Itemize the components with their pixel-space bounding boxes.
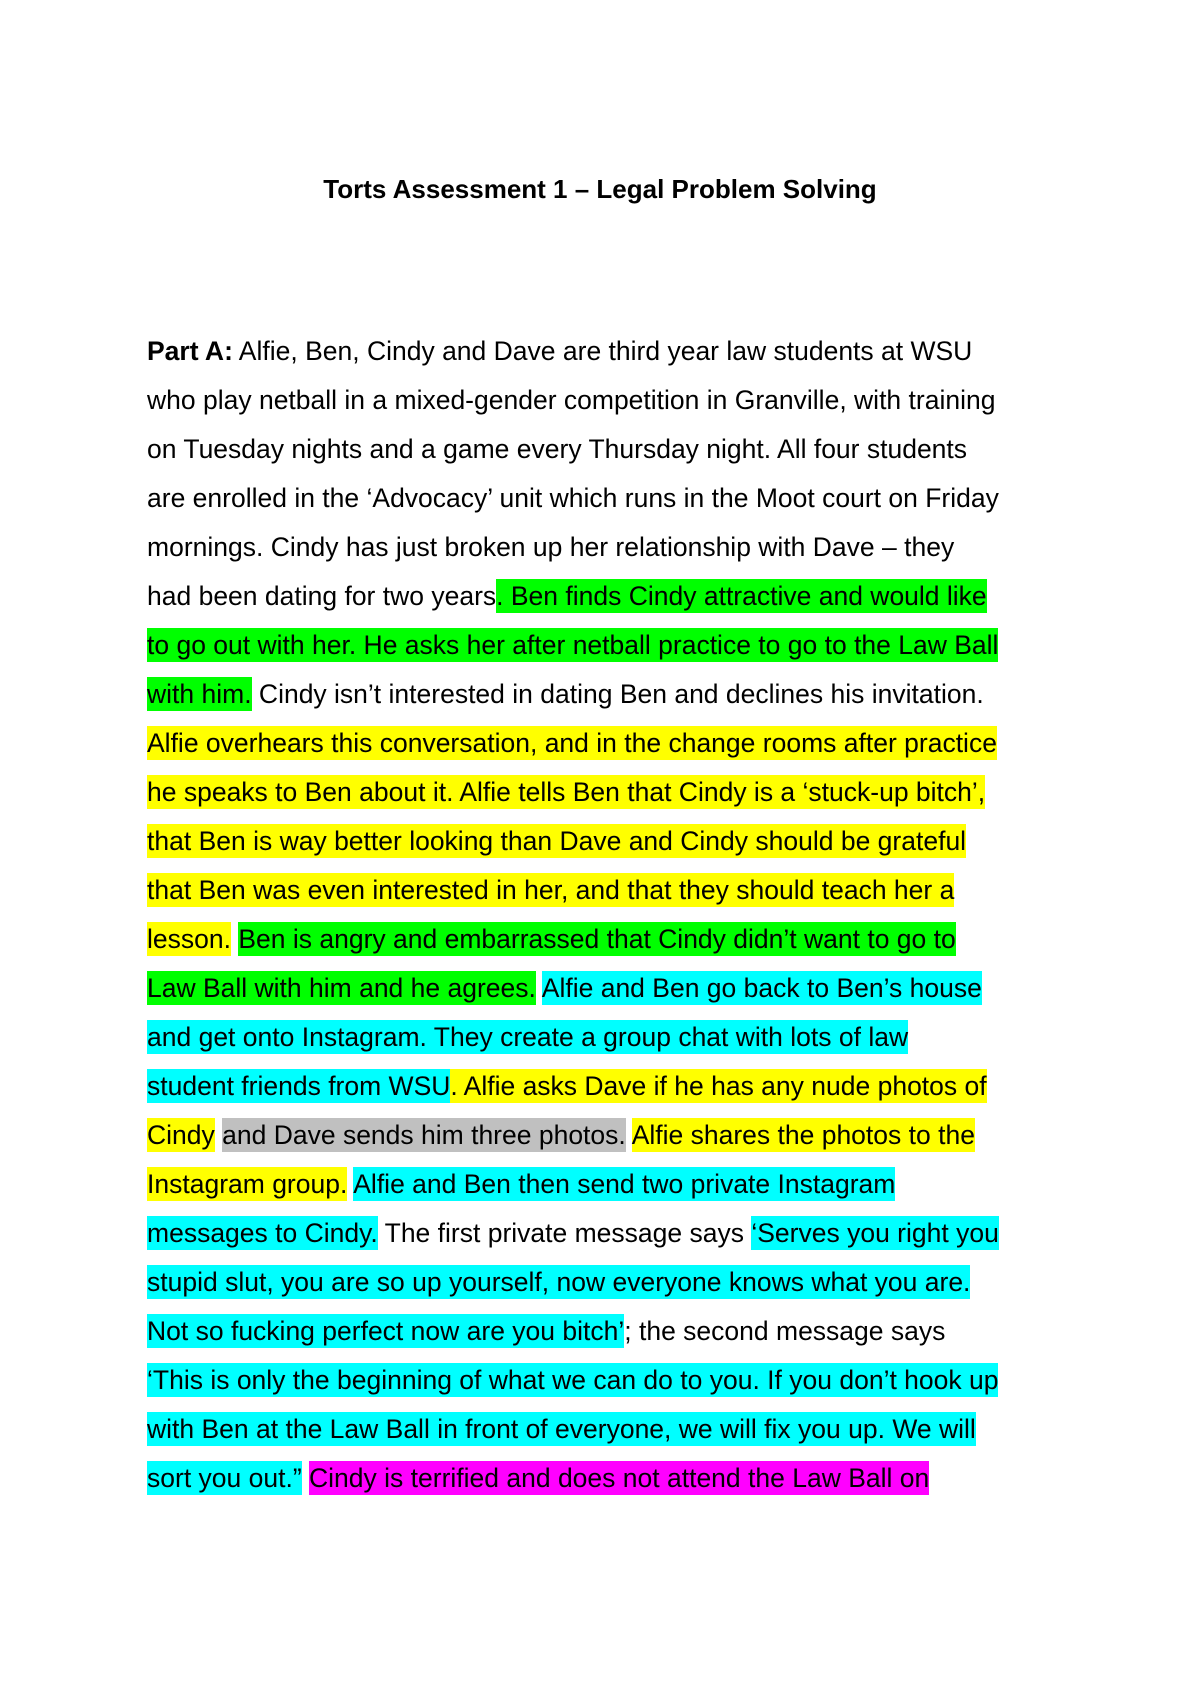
- text-line: [147, 1307, 1087, 1356]
- highlight-cyan: stupid slut, you are so up yourself, now everyone knows what you are.: [147, 1267, 971, 1297]
- text-line: [147, 572, 1087, 621]
- text-line: [147, 621, 1087, 670]
- highlight-cyan: ‘Serves you right you: [751, 1218, 999, 1248]
- text-line: [147, 915, 1087, 964]
- highlight-green: . Ben finds Cindy attractive and would like: [496, 581, 987, 611]
- highlight-yellow: Alfie shares the photos to the: [631, 1120, 975, 1150]
- text-line: [147, 474, 1087, 523]
- document-title: Torts Assessment 1 – Legal Problem Solving: [323, 174, 877, 204]
- text-segment: ; the second message says: [624, 1316, 946, 1346]
- text-segment: The first private message says: [377, 1218, 752, 1248]
- text-line: [147, 670, 1087, 719]
- text-segment: [302, 1461, 309, 1495]
- text-segment: Alfie, Ben, Cindy and Dave are third year law students at WSU: [232, 336, 973, 366]
- document-body: [147, 327, 1087, 1503]
- highlight-yellow: Instagram group.: [147, 1169, 348, 1199]
- text-line: [147, 1454, 1087, 1503]
- highlight-green: Law Ball with him and he agrees.: [147, 973, 536, 1003]
- highlight-green: Ben is angry and embarrassed that Cindy didn’t want to go to: [238, 924, 956, 954]
- highlight-yellow: that Ben is way better looking than Dave and Cindy should be grateful: [147, 826, 967, 856]
- text-line: [147, 376, 1087, 425]
- highlight-cyan: and get onto Instagram. They create a group chat with lots of law: [147, 1022, 909, 1052]
- text-line: [147, 964, 1087, 1013]
- text-segment: had been dating for two years: [147, 581, 497, 611]
- text-segment: [536, 971, 542, 1005]
- text-line: [147, 1160, 1087, 1209]
- text-segment: mornings. Cindy has just broken up her relationship with Dave – they: [147, 532, 955, 562]
- text-line: [147, 1258, 1087, 1307]
- highlight-yellow: . Alfie asks Dave if he has any nude photos of: [450, 1071, 987, 1101]
- highlight-yellow: that Ben was even interested in her, and that they should teach her a: [147, 875, 955, 905]
- highlight-cyan: student friends from WSU: [147, 1071, 451, 1101]
- highlight-yellow: Cindy: [147, 1120, 215, 1150]
- text-line: [147, 817, 1087, 866]
- highlight-cyan: Alfie and Ben then send two private Instagram: [353, 1169, 896, 1199]
- highlight-cyan: ‘This is only the beginning of what we can do to you. If you don’t hook up: [147, 1365, 999, 1395]
- text-line: [147, 1209, 1087, 1258]
- text-segment: are enrolled in the ‘Advocacy’ unit which runs in the Moot court on Friday: [147, 483, 999, 513]
- highlight-yellow: he speaks to Ben about it. Alfie tells Ben that Cindy is a ‘stuck-up bitch’,: [147, 777, 986, 807]
- text-segment: Cindy isn’t interested in dating Ben and declines his invitation.: [251, 679, 984, 709]
- text-line: [147, 425, 1087, 474]
- part-label: Part A:: [147, 336, 233, 366]
- text-line: [147, 1062, 1087, 1111]
- text-line: [147, 523, 1087, 572]
- highlight-yellow: lesson.: [147, 924, 231, 954]
- highlight-cyan: with Ben at the Law Ball in front of everyone, we will fix you up. We will: [147, 1414, 976, 1444]
- highlight-cyan: Alfie and Ben go back to Ben’s house: [541, 973, 982, 1003]
- text-segment: on Tuesday nights and a game every Thursday night. All four students: [147, 434, 968, 464]
- text-line: [147, 768, 1087, 817]
- text-segment: [626, 1118, 632, 1152]
- highlight-green: to go out with her. He asks her after netball practice to go to the Law Ball: [147, 630, 999, 660]
- highlight-cyan: messages to Cindy.: [147, 1218, 378, 1248]
- text-line: [147, 1356, 1087, 1405]
- highlight-cyan: sort you out.”: [147, 1463, 302, 1493]
- highlight-gray: and Dave sends him three photos.: [222, 1120, 626, 1150]
- text-line: [147, 1111, 1087, 1160]
- highlight-magenta: Cindy is terrified and does not attend the Law Ball on: [309, 1463, 930, 1493]
- highlight-cyan: Not so fucking perfect now are you bitch’: [147, 1316, 625, 1346]
- text-line: [147, 1013, 1087, 1062]
- text-line: [147, 1405, 1087, 1454]
- text-line: [147, 327, 1087, 376]
- highlight-yellow: Alfie overhears this conversation, and in the change rooms after practice: [147, 728, 997, 758]
- text-segment: who play netball in a mixed-gender competition in Granville, with training: [147, 385, 996, 415]
- text-line: [147, 719, 1087, 768]
- text-line: [147, 866, 1087, 915]
- highlight-green: with him.: [147, 679, 252, 709]
